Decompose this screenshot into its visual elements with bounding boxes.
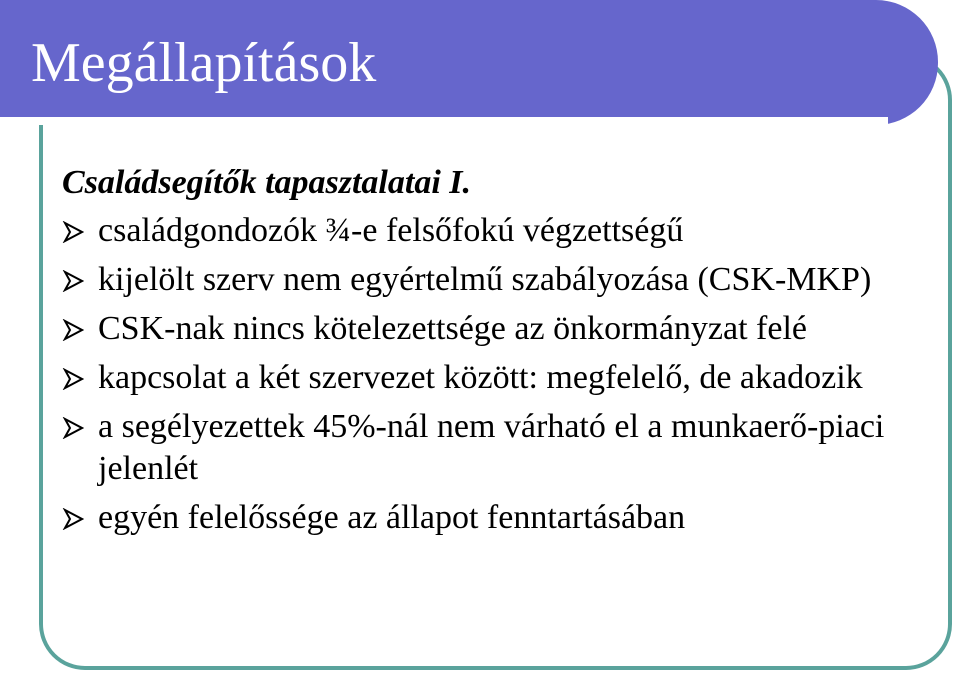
- slide-subtitle: Családsegítők tapasztalatai I.: [62, 164, 471, 201]
- bullet-text: egyén felelőssége az állapot fenntartásában: [98, 499, 686, 536]
- arrowhead-bullet-icon: [62, 368, 84, 390]
- bullet-item: [62, 497, 932, 539]
- arrowhead-bullet-icon: [62, 221, 84, 243]
- title-bar: [0, 0, 938, 125]
- bullet-text: CSK-nak nincs kötelezettsége az önkormányzat felé: [98, 310, 808, 347]
- slide-content: [62, 160, 932, 546]
- bullet-item: [62, 259, 932, 301]
- title-underline: [0, 117, 888, 125]
- bullet-list: [62, 210, 932, 539]
- arrowhead-bullet-icon: [62, 508, 84, 530]
- bullet-item: [62, 308, 932, 350]
- bullet-text: kapcsolat a két szervezet között: megfelelő, de akadozik: [98, 359, 863, 396]
- bullet-text: kijelölt szerv nem egyértelmű szabályozása (CSK-MKP): [98, 261, 872, 298]
- arrowhead-bullet-icon: [62, 319, 84, 341]
- bullet-item: [62, 406, 932, 490]
- arrowhead-bullet-icon: [62, 270, 84, 292]
- bullet-text: a segélyezettek 45%-nál nem várható el a munkaerő-piaci jelenlét: [98, 408, 885, 487]
- bullet-text: családgondozók ¾-e felsőfokú végzettségű: [98, 212, 684, 249]
- arrowhead-bullet-icon: [62, 417, 84, 439]
- bullet-item: [62, 210, 932, 252]
- slide-title: Megállapítások: [31, 32, 377, 94]
- bullet-item: [62, 357, 932, 399]
